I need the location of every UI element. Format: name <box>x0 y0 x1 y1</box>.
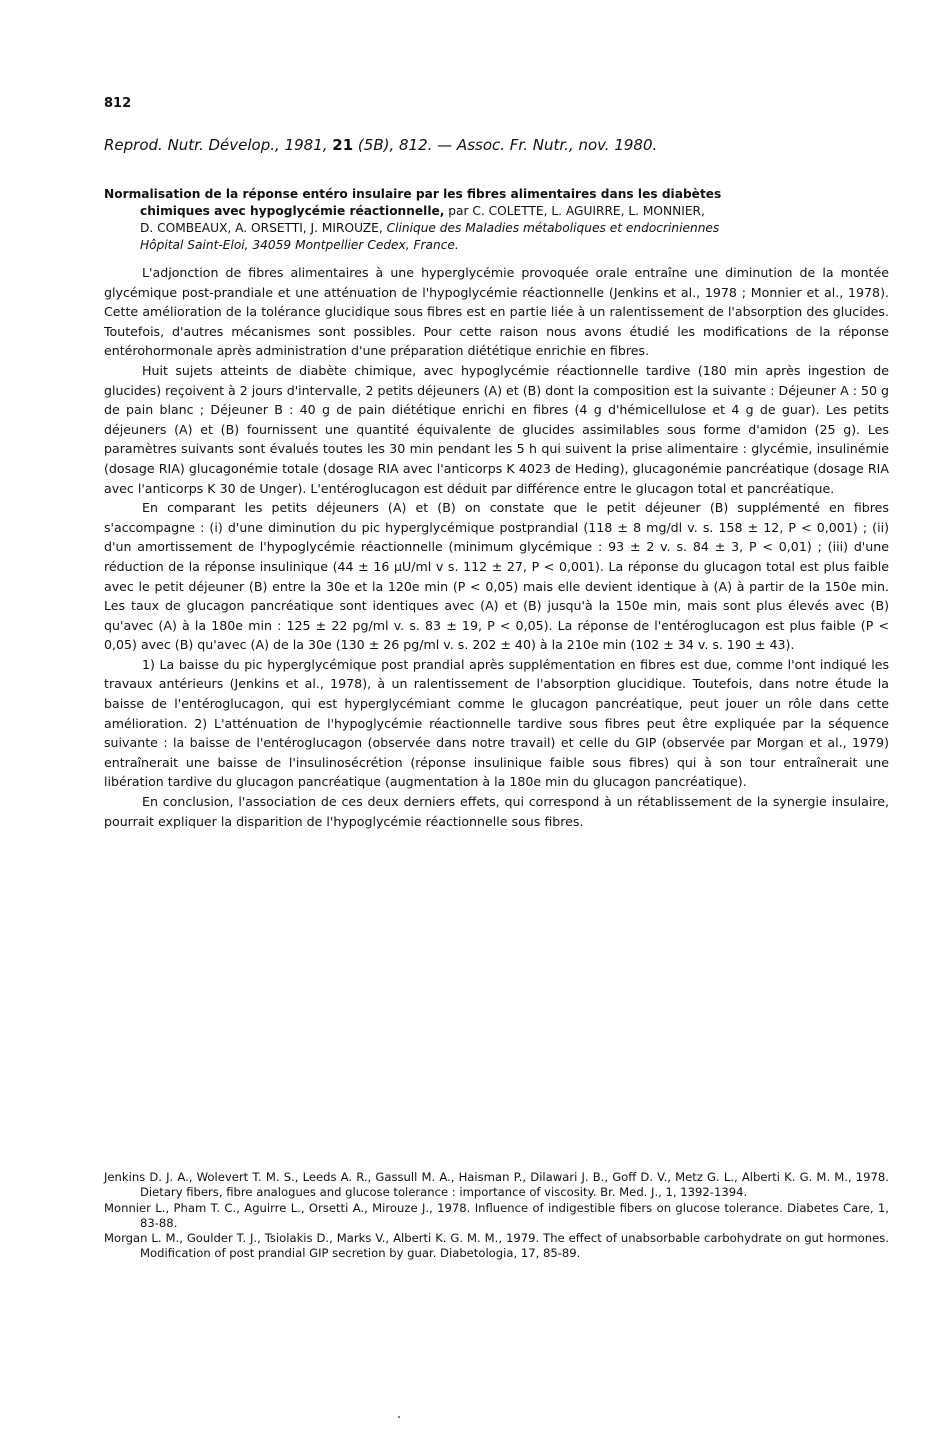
paragraph-methods: Huit sujets atteints de diabète chimique, avec hypoglycémie réactionnelle tardive (180 min après ingestion de glucides) reçoivent à 2 jours d'intervalle, 2 petits déjeuners (A) et (B) dont la composition est la suivante : Déjeuner A : 50 g de pain blanc ; Déjeuner B : 40 g de pain diététique enrichi en fibres (4 g d'hémicellulose et 4 g de guar). Les petits déjeuners (A) et (B) fournissent une quantité équivalente de glucides assimilables sous forme d'amidon (25 g). Les paramètres suivants sont évalués toutes les 30 min pendant les 5 h qui suivent la prise alimentaire : glycémie, insulinémie (dosage RIA) glucagonémie totale (dosage RIA avec l'anticorps K 4023 de Heding), glucagonémie pancréatique (dosage RIA avec l'anticorps K 30 de Unger). L'entéroglucagon est déduit par différence entre le glucagon total et pancréatique. <box>104 362 889 496</box>
paragraph-discussion: 1) La baisse du pic hyperglycémique post prandial après supplémentation en fibres est due, comme l'ont indiqué les travaux antérieurs (Jenkins et al., 1978), à un ralentissement de l'absorption glucidique. Toutefois, dans notre étude la baisse de l'entéroglucagon, qui est hyperglycémiant comme le glucagon pancréatique, peut jouer un rôle dans cette amélioration. 2) L'atténuation de l'hypoglycémie réactionnelle tardive sous fibres peut être expliquée par la séquence suivante : la baisse de l'entéroglucagon (observée dans notre travail) et celle du GIP (observée par Morgan et al., 1979) entraînerait une baisse de l'insulinosécrétion (réponse insulinique faible sous fibres) qui à son tour entraînerait une libération tardive du glucagon pancréatique (augmentation à la 180e min du glucagon pancréatique). <box>104 656 889 790</box>
stray-mark <box>398 1416 400 1418</box>
article-header-line-2 <box>104 203 889 220</box>
reference-item: Morgan L. M., Goulder T. J., Tsiolakis D., Marks V., Alberti K. G. M. M., 1979. The effect of unabsorbable carbohydrate on gut hormones. Modification of post prandial GIP secretion by guar. Diabetologia, 17, 85-89. <box>104 1231 889 1261</box>
page-number: 812 <box>104 96 132 111</box>
journal-citation <box>104 136 884 154</box>
reference-item: Jenkins D. J. A., Wolevert T. M. S., Leeds A. R., Gassull M. A., Haisman P., Dilawari J. B., Goff D. V., Metz G. L., Alberti K. G. M. M., 1978. Dietary fibers, fibre analogues and glucose tolerance : importance of viscosity. Br. Med. J., 1, 1392-1394. <box>104 1170 889 1200</box>
citation-suffix: (5B), 812. — Assoc. Fr. Nutr., nov. 1980. <box>353 136 658 154</box>
references-list <box>104 1170 889 1262</box>
reference-item: Monnier L., Pham T. C., Aguirre L., Orsetti A., Mirouze J., 1978. Influence of indigestible fibers on glucose tolerance. Diabetes Care, 1, 83-88. <box>104 1200 889 1230</box>
article-header-line-3 <box>104 220 889 237</box>
citation-volume: 21 <box>332 136 354 154</box>
paragraph-conclusion: En conclusion, l'association de ces deux derniers effets, qui correspond à un rétablissement de la synergie insulaire, pourrait expliquer la disparition de l'hypoglycémie réactionnelle sous fibres. <box>104 794 889 829</box>
institution-line-2: Hôpital Saint-Eloi, 34059 Montpellier Cedex, France. <box>140 238 459 252</box>
authors-line-1: par C. COLETTE, L. AGUIRRE, L. MONNIER, <box>444 204 705 218</box>
article-header <box>104 186 889 254</box>
article-title-line-1: Normalisation de la réponse entéro insulaire par les fibres alimentaires dans les diabètes <box>104 187 722 201</box>
paragraph-introduction: L'adjonction de fibres alimentaires à une hyperglycémie provoquée orale entraîne une diminution de la montée glycémique post-prandiale et une atténuation de l'hypoglycémie réactionnelle (Jenkins et al., 1978 ; Monnier et al., 1978). Cette amélioration de la tolérance glucidique sous fibres est en partie liée à un ralentissement de l'absorption des glucides. Toutefois, d'autres mécanismes sont possibles. Pour cette raison nous avons étudié les modifications de la réponse entérohormonale après administration d'une préparation diététique enrichie en fibres. <box>104 265 889 359</box>
paragraph-results: En comparant les petits déjeuners (A) et (B) on constate que le petit déjeuner (B) supplémenté en fibres s'accompagne : (i) d'une diminution du pic hyperglycémique postprandial (118 ± 8 mg/dl v. s. 158 ± 12, P < 0,001) ; (ii) d'un amortissement de l'hypoglycémie réactionnelle (minimum glycémique : 93 ± 2 v. s. 84 ± 3, P < 0,01) ; (iii) d'une réduction de la réponse insulinique (44 ± 16 µU/ml v s. 112 ± 27, P < 0,001). La réponse du glucagon total est plus faible avec le petit déjeuner (B) entre la 30e et la 120e min (P < 0,05) mais elle devient identique à (A) à partir de la 150e min. Les taux de glucagon pancréatique sont identiques avec (A) et (B) jusqu'à la 150e min, mais sont plus élevés avec (B) qu'avec (A) à la 180e min : 125 ± 22 pg/ml v. s. 83 ± 19, P < 0,05). La réponse de l'entéroglucagon est plus faible (P < 0,05) avec (B) qu'avec (A) de la 30e (130 ± 26 pg/ml v. s. 202 ± 40) à la 210e min (102 ± 34 v. s. 190 ± 43). <box>104 500 889 653</box>
article-title-line-2: chimiques avec hypoglycémie réactionnelle, <box>140 204 445 218</box>
institution-line-1: Clinique des Maladies métaboliques et endocriniennes <box>386 221 720 235</box>
article-body <box>104 263 889 831</box>
citation-prefix: Reprod. Nutr. Dévelop., 1981, <box>104 136 333 154</box>
authors-line-2: D. COMBEAUX, A. ORSETTI, J. MIROUZE, <box>140 221 387 235</box>
